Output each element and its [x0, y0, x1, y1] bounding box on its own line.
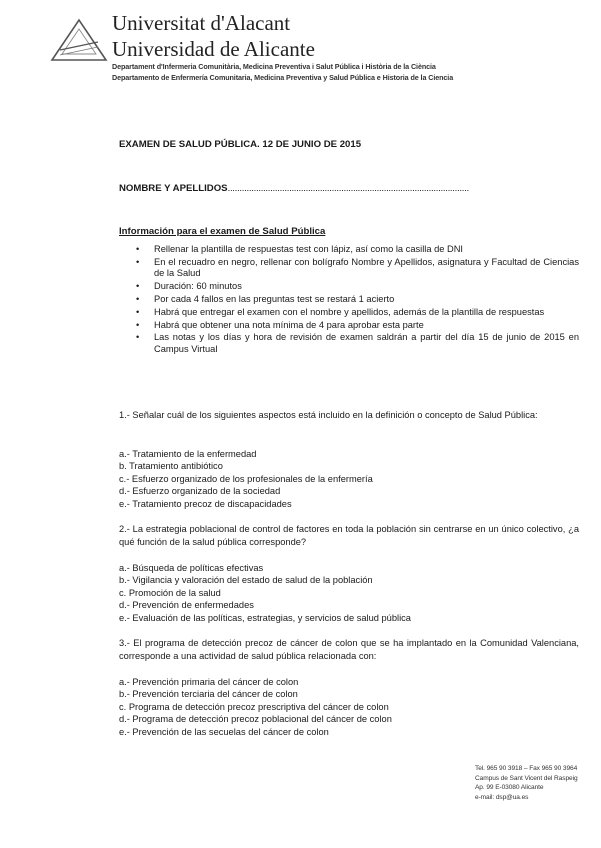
- answer-option: b.- Prevención terciaria del cáncer de colon: [119, 689, 298, 700]
- info-item: • En el recuadro en negro, rellenar con bolígrafo Nombre y Apellidos, asignatura y Facultad de Ciencias de la Salud: [154, 257, 579, 280]
- info-title: Información para el examen de Salud Pública: [119, 226, 326, 237]
- answer-option: e.- Prevención de las secuelas del cáncer de colon: [119, 726, 329, 737]
- name-line: [119, 183, 469, 194]
- question-2-text: 2.- La estrategia poblacional de control de factores en toda la población sin centrarse en un único colectivo, ¿a qué función de la salud pública corresponde?: [119, 524, 579, 547]
- answer-option: a.- Búsqueda de políticas efectivas: [119, 563, 264, 573]
- university-name-valencian: Universitat d'Alacant: [112, 11, 291, 35]
- university-name-spanish: Universidad de Alicante: [112, 37, 315, 61]
- name-label: NOMBRE Y APELLIDOS: [119, 183, 228, 194]
- info-item: • Duración: 60 minutos: [154, 281, 579, 293]
- answer-option: b. Tratamiento antibiótico: [119, 461, 223, 472]
- answer-option: b.- Vigilancia y valoración del estado de salud de la población: [119, 575, 373, 586]
- department-name-valencian: Departament d'Infermeria Comunitària, Medicina Preventiva i Salut Pública i Història de la Ciència: [112, 62, 436, 71]
- contact-address: Ap. 99 E-03080 Alicante: [475, 784, 544, 792]
- answer-option: c. Promoción de la salud: [119, 587, 221, 598]
- answer-option: a.- Prevención primaria del cáncer de colon: [119, 677, 299, 687]
- contact-block: [475, 764, 578, 802]
- logo-triangle-inner: [62, 29, 96, 54]
- question-2-options: [119, 562, 411, 624]
- question-3-text: 3.- El programa de detección precoz de cáncer de colon que se ha implantado en la Comunidad Valenciana, corresponde a una actividad de salud pública relacionada con:: [119, 638, 579, 661]
- answer-option: c. Programa de detección precoz prescriptiva del cáncer de colon: [119, 701, 389, 712]
- info-item: • Habrá que entregar el examen con el nombre y apellidos, además de la plantilla de respuestas: [154, 307, 579, 319]
- answer-option: d.- Esfuerzo organizado de la sociedad: [119, 486, 281, 497]
- info-item: • Por cada 4 fallos en las preguntas test se restará 1 acierto: [154, 294, 579, 306]
- question-3-options: [119, 676, 392, 738]
- answer-option: c.- Esfuerzo organizado de los profesionales de la enfermería: [119, 473, 373, 484]
- answer-option: e.- Evaluación de las políticas, estrategias, y servicios de salud pública: [119, 612, 411, 623]
- info-item: • Las notas y los días y hora de revisión de examen saldrán a partir del día 15 de junio de 2015 en Campus Virtual: [154, 332, 579, 355]
- answer-option: d.- Prevención de enfermedades: [119, 600, 254, 611]
- info-item: • Rellenar la plantilla de respuestas test con lápiz, así como la casilla de DNI: [154, 244, 579, 256]
- exam-title: EXAMEN DE SALUD PÚBLICA. 12 DE JUNIO DE 2015: [119, 139, 362, 150]
- contact-campus: Campus de Sant Vicent del Raspeig: [475, 774, 578, 782]
- info-list: [119, 244, 579, 357]
- department-name-spanish: Departamento de Enfermería Comunitaria, Medicina Preventiva y Salud Pública e Historia de la Ciencia: [112, 73, 454, 82]
- name-fill-dots: ......................................................................................................: [227, 183, 469, 194]
- question-1-text: 1.- Señalar cuál de los siguientes aspectos está incluido en la definición o concepto de Salud Pública:: [119, 410, 538, 420]
- university-logo-icon: [50, 14, 108, 64]
- info-item: • Habrá que obtener una nota mínima de 4 para aprobar esta parte: [154, 320, 579, 332]
- question-1-options: [119, 448, 373, 510]
- contact-email: e-mail: dsp@ua.es: [475, 793, 529, 801]
- answer-option: e.- Tratamiento precoz de discapacidades: [119, 498, 292, 509]
- answer-option: d.- Programa de detección precoz poblacional del cáncer de colon: [119, 714, 392, 725]
- contact-phone: Tel. 965 90 3918 – Fax 965 90 3964: [475, 765, 578, 772]
- answer-option: a.- Tratamiento de la enfermedad: [119, 449, 257, 459]
